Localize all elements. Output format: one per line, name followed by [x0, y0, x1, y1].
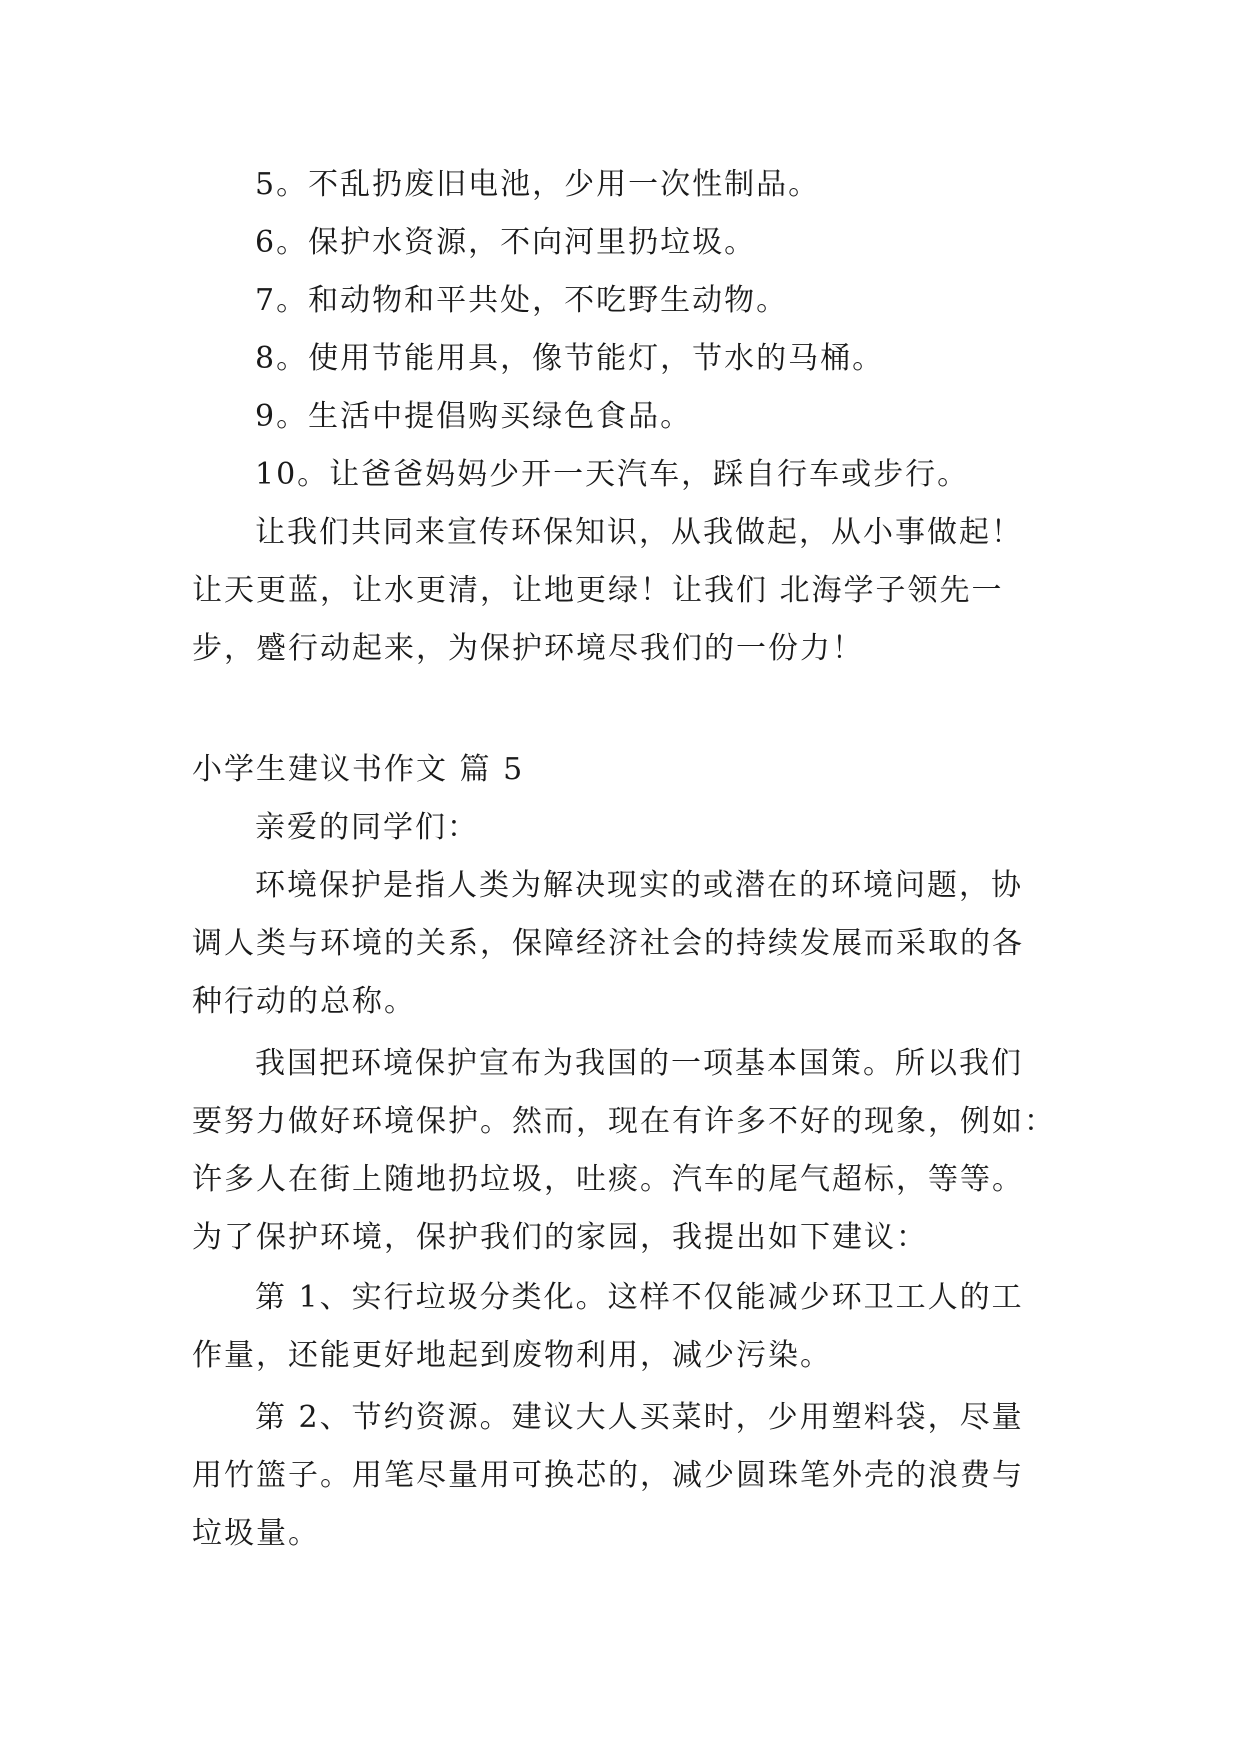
suggestion-line: 垃圾量。 — [192, 1516, 320, 1551]
list-item: 7。和动物和平共处，不吃野生动物。 — [255, 283, 789, 318]
section-heading: 小学生建议书作文 篇 5 — [192, 752, 525, 787]
paragraph-line: 许多人在街上随地扔垃圾，吐痰。汽车的尾气超标，等等。 — [192, 1162, 1024, 1197]
paragraph-line: 我国把环境保护宣布为我国的一项基本国策。所以我们 — [255, 1046, 1023, 1081]
paragraph-line: 种行动的总称。 — [192, 984, 416, 1019]
list-item: 8。使用节能用具，像节能灯，节水的马桶。 — [255, 341, 885, 376]
suggestion-line: 第 2、节约资源。建议大人买菜时，少用塑料袋，尽量 — [255, 1400, 1024, 1435]
suggestion-line: 用竹篮子。用笔尽量用可换芯的，减少圆珠笔外壳的浪费与 — [192, 1458, 1024, 1493]
paragraph-line: 为了保护环境，保护我们的家园，我提出如下建议： — [192, 1220, 928, 1255]
closing-paragraph-line: 步，蹙行动起来，为保护环境尽我们的一份力！ — [192, 631, 864, 666]
list-item: 5。不乱扔废旧电池，少用一次性制品。 — [255, 167, 821, 202]
closing-paragraph-line: 让天更蓝，让水更清，让地更绿！让我们 北海学子领先一 — [192, 573, 1004, 608]
suggestion-line: 作量，还能更好地起到废物利用，减少污染。 — [192, 1338, 832, 1373]
list-item: 10。让爸爸妈妈少开一天汽车，踩自行车或步行。 — [255, 457, 970, 492]
suggestion-line: 第 1、实行垃圾分类化。这样不仅能减少环卫工人的工 — [255, 1280, 1024, 1315]
paragraph-line: 要努力做好环境保护。然而，现在有许多不好的现象，例如： — [192, 1104, 1056, 1139]
list-item: 9。生活中提倡购买绿色食品。 — [255, 399, 693, 434]
greeting: 亲爱的同学们： — [255, 810, 479, 845]
list-item: 6。保护水资源，不向河里扔垃圾。 — [255, 225, 757, 260]
paragraph-line: 环境保护是指人类为解决现实的或潜在的环境问题，协 — [255, 868, 1023, 903]
paragraph-line: 调人类与环境的关系，保障经济社会的持续发展而采取的各 — [192, 926, 1024, 961]
closing-paragraph-line: 让我们共同来宣传环保知识，从我做起，从小事做起！ — [255, 515, 1023, 550]
